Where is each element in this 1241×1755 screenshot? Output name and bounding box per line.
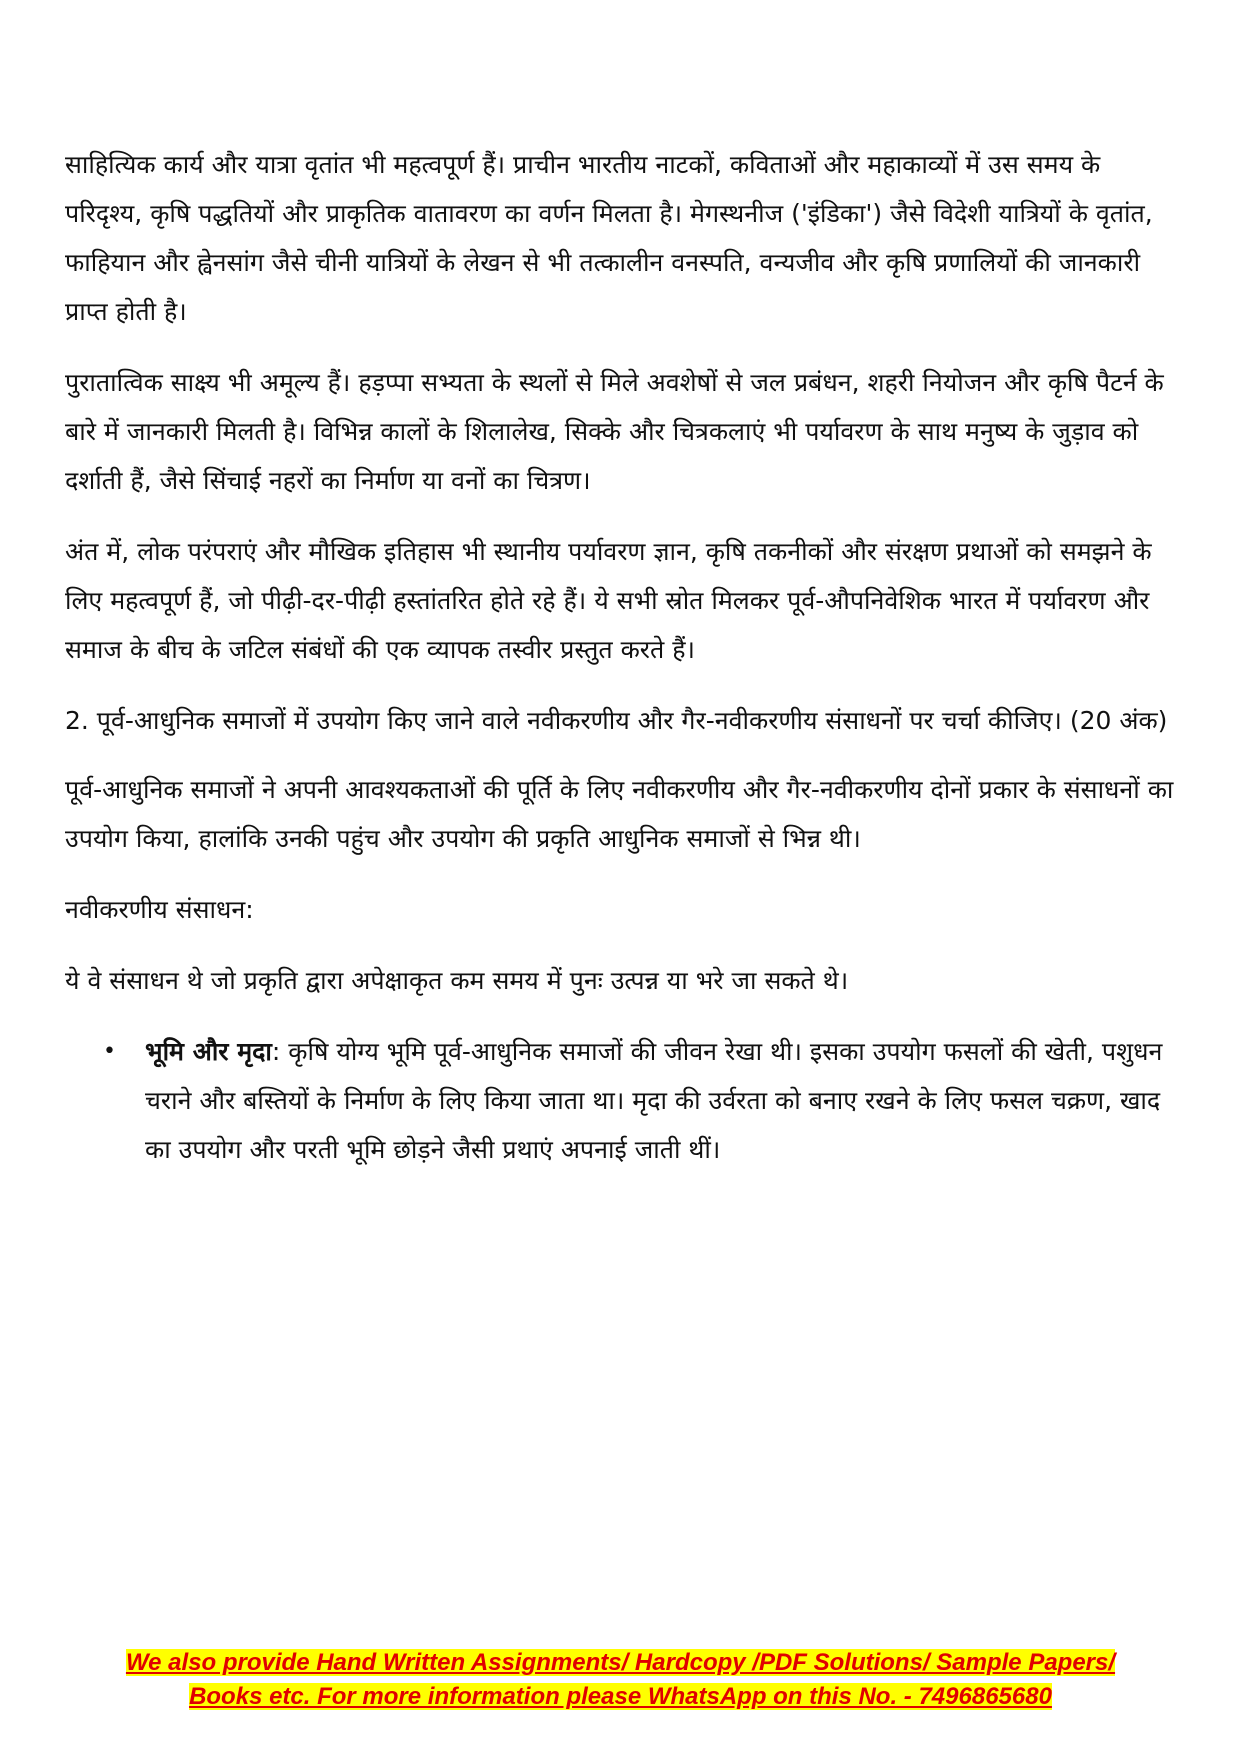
footer-line-2: Books etc. For more information please WhatsApp on this No. - 7496865680 bbox=[189, 1683, 1052, 1710]
section-heading-renewable-resources: नवीकरणीय संसाधन: bbox=[65, 895, 254, 924]
paragraph-renewable-definition: ये वे संसाधन थे जो प्रकृति द्वारा अपेक्षाकृत कम समय में पुनः उत्पन्न या भरे जा सकते थे। bbox=[65, 966, 849, 995]
paragraph-answer-intro: पूर्व-आधुनिक समाजों ने अपनी आवश्यकताओं की पूर्ति के लिए नवीकरणीय और गैर-नवीकरणीय दोनों प्रकार के संसाधनों का उपयोग किया, हालांकि उनकी पहुंच और उपयोग की प्रकृति आधुनिक समाजों से भिन्न थी। bbox=[65, 775, 1174, 853]
document-body bbox=[65, 140, 1180, 1174]
resource-bullet-list bbox=[65, 1027, 1180, 1174]
footer-promo bbox=[0, 1646, 1241, 1714]
question-heading: 2. पूर्व-आधुनिक समाजों में उपयोग किए जाने वाले नवीकरणीय और गैर-नवीकरणीय संसाधनों पर चर्चा कीजिए। (20 अंक) bbox=[65, 706, 1168, 735]
bullet-term: भूमि और मृदा bbox=[145, 1037, 272, 1066]
list-item bbox=[65, 1027, 1180, 1174]
paragraph-archaeological-evidence: पुरातात्विक साक्ष्य भी अमूल्य हैं। हड़प्पा सभ्यता के स्थलों से मिले अवशेषों से जल प्रबंधन, शहरी नियोजन और कृषि पैटर्न के बारे में जानकारी मिलती है। विभिन्न कालों के शिलालेख, सिक्के और चित्रकलाएं भी पर्यावरण के साथ मनुष्य के जुड़ाव को दर्शाती हैं, जैसे सिंचाई नहरों का निर्माण या वनों का चित्रण। bbox=[65, 368, 1164, 495]
bullet-text: : कृषि योग्य भूमि पूर्व-आधुनिक समाजों की जीवन रेखा थी। इसका उपयोग फसलों की खेती, पशुधन चराने और बस्तियों के निर्माण के लिए किया जाता था। मृदा की उर्वरता को बनाए रखने के लिए फसल चक्रण, खाद का उपयोग और परती भूमि छोड़ने जैसी प्रथाएं अपनाई जाती थीं। bbox=[145, 1037, 1163, 1164]
paragraph-folk-traditions: अंत में, लोक परंपराएं और मौखिक इतिहास भी स्थानीय पर्यावरण ज्ञान, कृषि तकनीकों और संरक्षण प्रथाओं को समझने के लिए महत्वपूर्ण हैं, जो पीढ़ी-दर-पीढ़ी हस्तांतरित होते रहे हैं। ये सभी स्रोत मिलकर पूर्व-औपनिवेशिक भारत में पर्यावरण और समाज के बीच के जटिल संबंधों की एक व्यापक तस्वीर प्रस्तुत करते हैं। bbox=[65, 537, 1152, 664]
bullet-icon: • bbox=[103, 1039, 116, 1064]
paragraph-literary-sources: साहित्यिक कार्य और यात्रा वृतांत भी महत्वपूर्ण हैं। प्राचीन भारतीय नाटकों, कविताओं और महाकाव्यों में उस समय के परिदृश्य, कृषि पद्धतियों और प्राकृतिक वातावरण का वर्णन मिलता है। मेगस्थनीज ('इंडिका') जैसे विदेशी यात्रियों के वृतांत, फाहियान और ह्वेनसांग जैसे चीनी यात्रियों के लेखन से भी तत्कालीन वनस्पति, वन्यजीव और कृषि प्रणालियों की जानकारी प्राप्त होती है। bbox=[65, 150, 1153, 326]
footer-line-1: We also provide Hand Written Assignments/ Hardcopy /PDF Solutions/ Sample Papers/ bbox=[125, 1649, 1116, 1676]
